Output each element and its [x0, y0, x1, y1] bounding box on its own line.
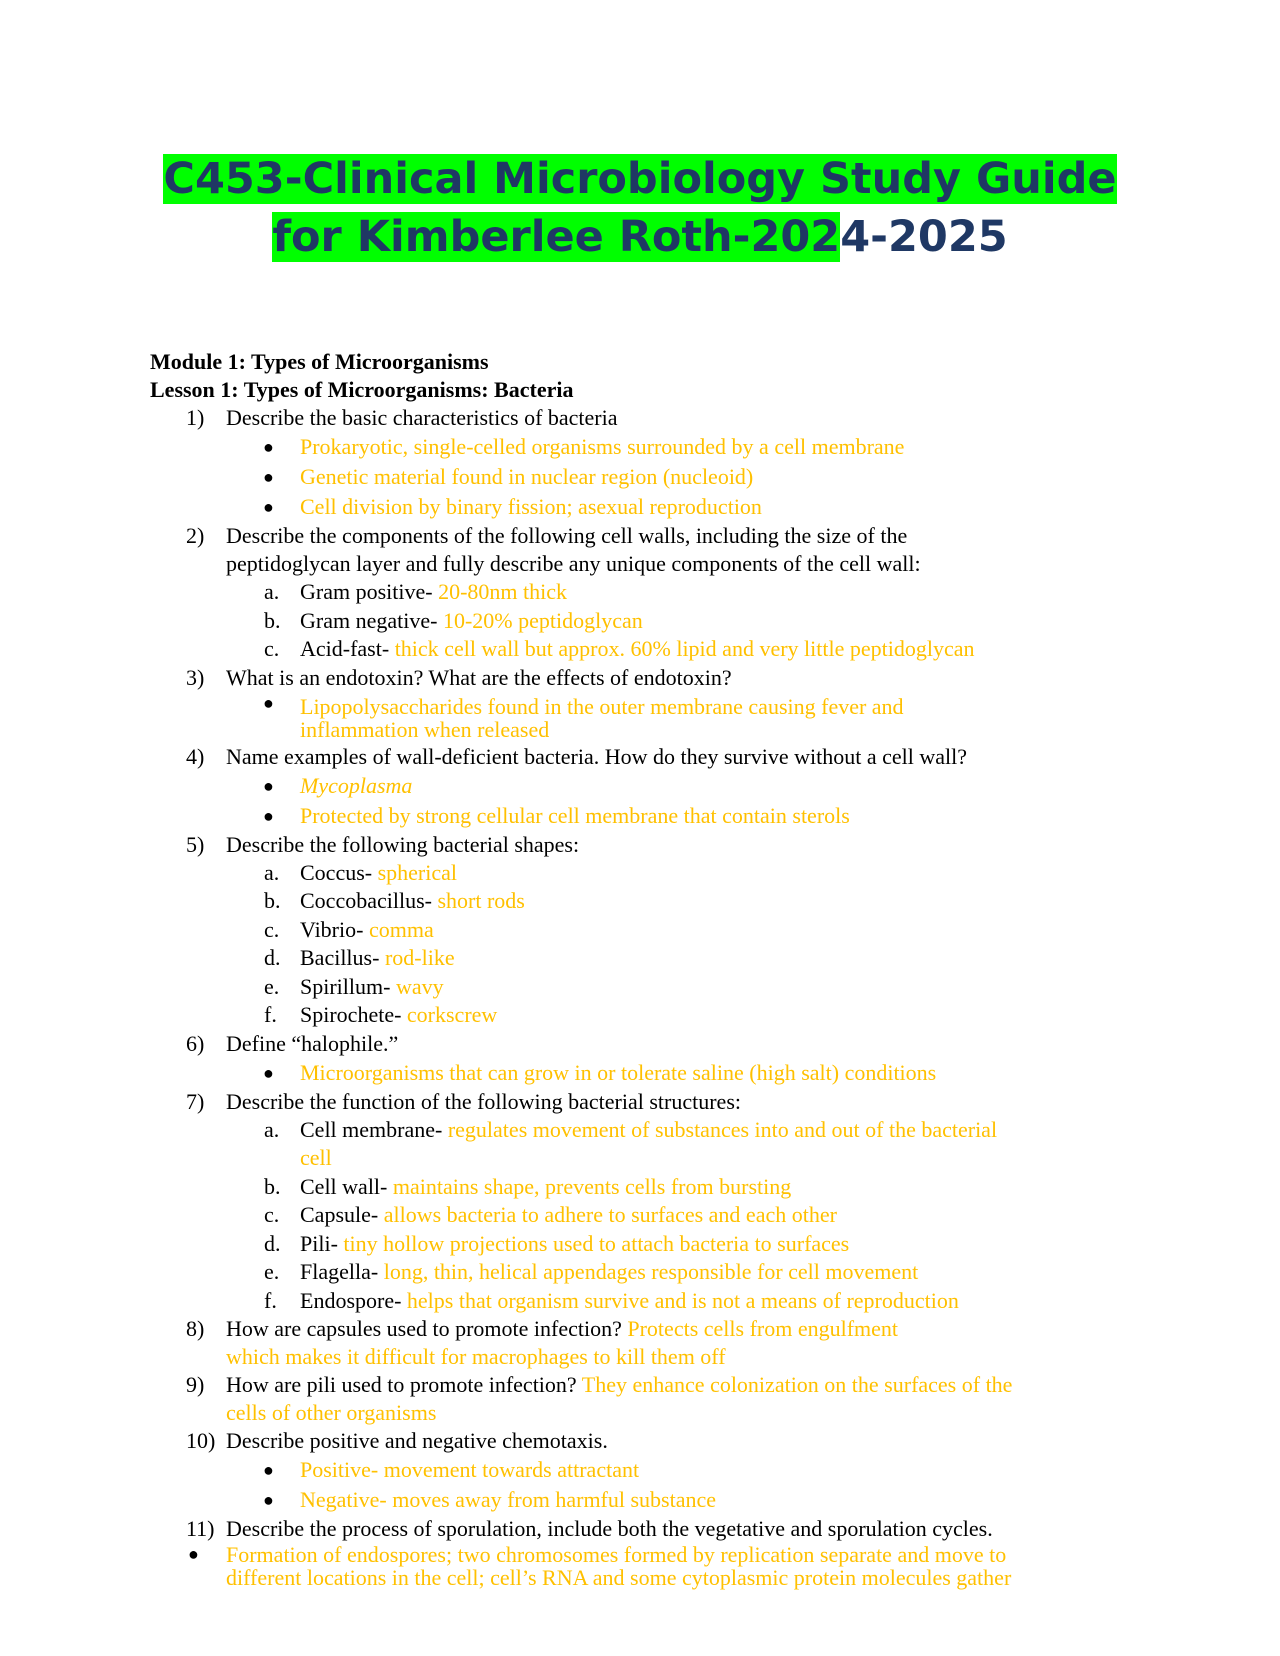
list-item: f. Spirochete- corkscrew: [264, 1002, 498, 1027]
list-item: c. Vibrio- comma: [264, 916, 434, 942]
list-item: d. Pili- tiny hollow projections used to attach bacteria to surfaces: [264, 1230, 850, 1256]
module-heading: Module 1: Types of Microorganisms: [150, 349, 489, 374]
list-item: b. Cell wall- maintains shape, prevents cells from bursting: [264, 1173, 792, 1199]
question-text: How are capsules used to promote infection?: [226, 1316, 622, 1341]
bullet-icon: ●: [263, 805, 274, 826]
list-item: b. Coccobacillus- short rods: [264, 888, 525, 913]
list-item: ● Microorganisms that can grow in or tolerate saline (high salt) conditions: [150, 1058, 1130, 1088]
question-text-line-2: peptidoglycan layer and fully describe any unique components of the cell wall:: [226, 551, 921, 576]
bullet-icon: ●: [263, 1460, 274, 1480]
list-item: ● Negative- moves away from harmful substance: [150, 1485, 1130, 1515]
bullet-icon: ●: [188, 1544, 199, 1564]
list-item: e. Spirillum- wavy: [264, 973, 444, 999]
question-number: 3): [186, 664, 205, 690]
sub-list-7: [150, 1116, 1130, 1316]
list-item: ● Formation of endospores; two chromosomes formed by replication separate and move to different locations in the cell; cell’s RNA and some cytoplasmic protein molecules gather: [188, 1542, 1012, 1590]
question-text: Describe the function of the following bacterial structures:: [226, 1088, 741, 1114]
question-text: Define “halophile.”: [226, 1030, 399, 1056]
sub-list-2: [150, 578, 1130, 664]
question-number: 11): [186, 1516, 215, 1541]
answer-list-1: [150, 432, 1130, 522]
list-item: c. Capsule- allows bacteria to adhere to surfaces and each other: [264, 1202, 837, 1227]
question-6: [150, 1030, 1130, 1058]
answer-list-3: [150, 692, 1130, 743]
question-number: 4): [186, 743, 205, 769]
question-number: 1): [186, 405, 205, 430]
list-item: d. Bacillus- rod-like: [264, 945, 455, 970]
question-3: [150, 664, 1130, 692]
question-text: How are pili used to promote infection?: [226, 1372, 577, 1397]
list-item: ● Mycoplasma: [150, 771, 1130, 801]
list-item: ● Positive- movement towards attractant: [150, 1455, 1130, 1485]
question-text-line-1: Describe the components of the following cell walls, including the size of the: [226, 523, 908, 548]
bullet-icon: ●: [263, 437, 274, 457]
list-item: f. Endospore- helps that organism survive and is not a means of reproduction: [264, 1287, 959, 1313]
question-number: 7): [186, 1088, 205, 1114]
question-text: What is an endotoxin? What are the effects of endotoxin?: [226, 664, 732, 690]
list-item: ● Lipopolysaccharides found in the outer membrane causing fever and inflammation when released: [263, 692, 904, 742]
question-1: [150, 404, 1130, 432]
list-item: a. Coccus- spherical: [264, 859, 457, 885]
list-item: ● Prokaryotic, single-celled organisms surrounded by a cell membrane: [150, 432, 1130, 462]
title-line-1: C453-Clinical Microbiology Study Guide: [163, 154, 1117, 204]
sub-list-5: [150, 859, 1130, 1030]
question-7: [150, 1088, 1130, 1116]
question-4: [150, 743, 1130, 771]
answer-list-11: [150, 1543, 1130, 1589]
bullet-icon: ●: [263, 1062, 274, 1083]
question-text: Describe the following bacterial shapes:: [226, 831, 580, 857]
list-item: ● Cell division by binary fission; asexual reproduction: [150, 492, 1130, 522]
question-number: 6): [186, 1030, 205, 1056]
question-number: 2): [186, 523, 205, 548]
list-item: e. Flagella- long, thin, helical appendages responsible for cell movement: [264, 1259, 919, 1284]
bullet-icon: ●: [263, 497, 274, 517]
lesson-heading: Lesson 1: Types of Microorganisms: Bacteria: [150, 377, 574, 402]
list-item: a. Cell membrane- regulates movement of substances into and out of the bacterial cell: [264, 1116, 998, 1170]
title-line-2-rest: 4-2025: [840, 212, 1008, 262]
question-11: [150, 1515, 1130, 1543]
question-8: 8) How are capsules used to promote infection? Protects cells from engulfment which makes it difficult for macrophages to kill them off: [186, 1316, 899, 1369]
title-line-2-highlighted: for Kimberlee Roth-202: [272, 212, 841, 262]
bullet-icon: ●: [263, 692, 274, 713]
answer-list-10: [150, 1455, 1130, 1515]
list-item: ● Genetic material found in nuclear region (nucleoid): [150, 462, 1130, 492]
question-text: Describe positive and negative chemotaxis.: [226, 1428, 608, 1453]
question-10: [150, 1427, 1130, 1455]
question-9: 9) How are pili used to promote infection? They enhance colonization on the surfaces of the cells of other organisms: [186, 1372, 1013, 1425]
list-item: c. Acid-fast- thick cell wall but approx. 60% lipid and very little peptidoglycan: [264, 636, 975, 661]
document-title: [0, 150, 1280, 266]
question-number: 5): [186, 831, 205, 857]
question-number: 8): [186, 1316, 205, 1341]
bullet-icon: ●: [263, 1490, 274, 1510]
list-item: a. Gram positive- 20-80nm thick: [264, 579, 568, 604]
question-number: 10): [186, 1428, 216, 1453]
question-text: Name examples of wall-deficient bacteria. How do they survive without a cell wall?: [226, 743, 968, 769]
question-5: [150, 831, 1130, 859]
list-item: ● Protected by strong cellular cell membrane that contain sterols: [150, 801, 1130, 831]
answer-list-4: [150, 771, 1130, 831]
study-guide-content: [150, 348, 1130, 1589]
question-text: Describe the basic characteristics of bacteria: [226, 405, 618, 430]
bullet-icon: ●: [263, 467, 274, 487]
question-text: Describe the process of sporulation, include both the vegetative and sporulation cycles.: [226, 1516, 993, 1541]
question-2: [150, 522, 1130, 578]
bullet-icon: ●: [263, 775, 274, 796]
list-item: b. Gram negative- 10-20% peptidoglycan: [264, 607, 643, 633]
answer-list-6: [150, 1058, 1130, 1088]
question-number: 9): [186, 1372, 205, 1397]
